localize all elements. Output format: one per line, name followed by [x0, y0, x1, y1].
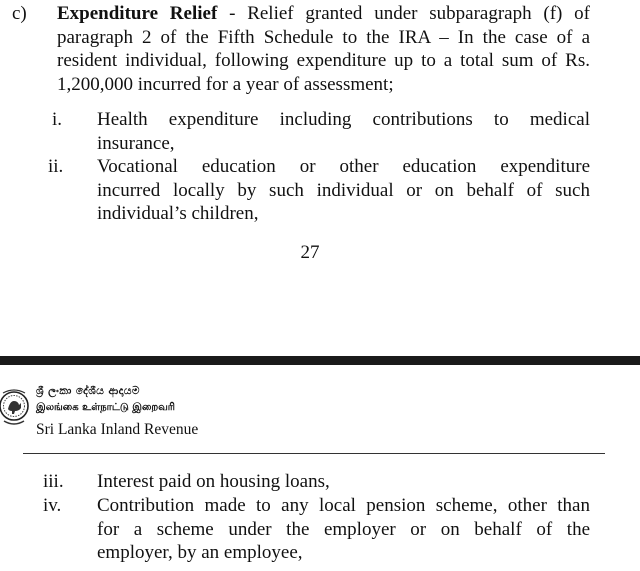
item-text-line: for a scheme under the employer or on behalf of the	[97, 518, 590, 540]
org-name-sinhala: ශ්‍රී ලංකා දේශීය ආදායම	[36, 385, 140, 397]
list-item	[97, 494, 590, 565]
section-paragraph	[57, 2, 590, 96]
list-item	[97, 155, 590, 226]
page-number: 27	[300, 242, 320, 263]
item-numeral: iii.	[43, 471, 64, 492]
org-name-tamil: இலங்கை உள்நாட்டு இறைவரி	[36, 402, 175, 413]
item-numeral: ii.	[48, 156, 64, 177]
section-text-line: - Relief granted under subparagraph (f) of	[217, 3, 590, 24]
section-text-line: resident individual, following expenditure up to a total sum of Rs.	[57, 50, 590, 71]
item-numeral: i.	[52, 109, 63, 130]
section-text-line: paragraph 2 of the Fifth Schedule to the IRA – In the case of a	[57, 26, 590, 48]
page-divider	[0, 356, 640, 365]
section-title: Expenditure Relief	[57, 3, 218, 24]
item-text-line: Vocational education or other education expenditure	[97, 156, 590, 177]
org-name-english: Sri Lanka Inland Revenue	[36, 421, 199, 438]
header-rule	[23, 453, 605, 454]
item-numeral: iv.	[43, 495, 62, 516]
sri-lanka-emblem-icon	[0, 373, 34, 439]
item-text-line: Contribution made to any local pension scheme, other than	[97, 495, 590, 516]
item-text-line: individual’s children,	[97, 203, 259, 224]
item-text-line: Health expenditure including contributions to medical	[97, 109, 590, 130]
section-first-line	[57, 2, 590, 26]
list-item	[97, 108, 590, 155]
item-text-line: incurred locally by such individual or on behalf of such	[97, 179, 590, 201]
section-text-line: 1,200,000 incurred for a year of assessment;	[57, 73, 394, 95]
item-text-line: employer, by an employee,	[97, 542, 303, 563]
item-text-line: Interest paid on housing loans,	[97, 471, 330, 492]
list-item	[97, 470, 590, 494]
item-text-line: insurance,	[97, 132, 175, 154]
section-label: c)	[12, 3, 27, 24]
